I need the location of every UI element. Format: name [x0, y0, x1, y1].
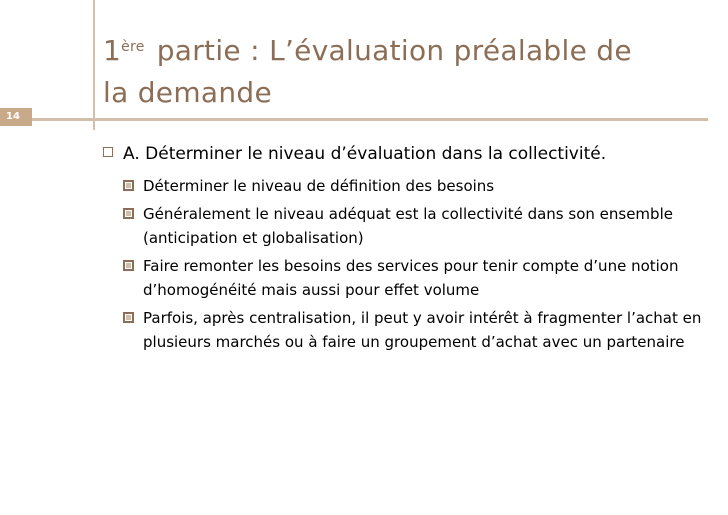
- square-bullet-icon: [103, 147, 113, 157]
- filled-square-bullet-icon: [123, 208, 134, 219]
- sub-bullet-text: Déterminer le niveau de définition des besoins: [143, 177, 495, 195]
- sub-bullet: [121, 306, 703, 354]
- sub-bullet: [121, 254, 703, 302]
- main-bullet: [103, 140, 703, 168]
- title-line-1: partie : L’évaluation préalable de: [156, 34, 632, 67]
- title-superscript: ère: [121, 39, 145, 55]
- sub-bullet-text: Faire remonter les besoins des services pour tenir compte d’une notion d’homogénéité mais aussi pour effet volume: [143, 257, 679, 299]
- title-divider-vertical: [93, 0, 95, 130]
- sub-bullet-text: Généralement le niveau adéquat est la collectivité dans son ensemble (anticipation et globalisation): [143, 205, 673, 247]
- sub-bullet: [121, 202, 703, 250]
- page-number-badge: 14: [0, 108, 32, 126]
- sub-bullet: [121, 174, 703, 198]
- filled-square-bullet-icon: [123, 260, 134, 271]
- sub-bullet-text: Parfois, après centralisation, il peut y avoir intérêt à fragmenter l’achat en plusieurs marchés ou à faire un groupement d’achat avec un partenaire: [143, 309, 702, 351]
- slide-title: [103, 30, 703, 114]
- title-prefix: 1: [103, 34, 122, 67]
- main-bullet-text: A. Déterminer le niveau d’évaluation dans la collectivité.: [123, 144, 607, 164]
- filled-square-bullet-icon: [123, 180, 134, 191]
- filled-square-bullet-icon: [123, 312, 134, 323]
- title-divider-horizontal: [0, 118, 708, 121]
- title-line-2: la demande: [103, 76, 273, 109]
- slide-body: [103, 140, 703, 358]
